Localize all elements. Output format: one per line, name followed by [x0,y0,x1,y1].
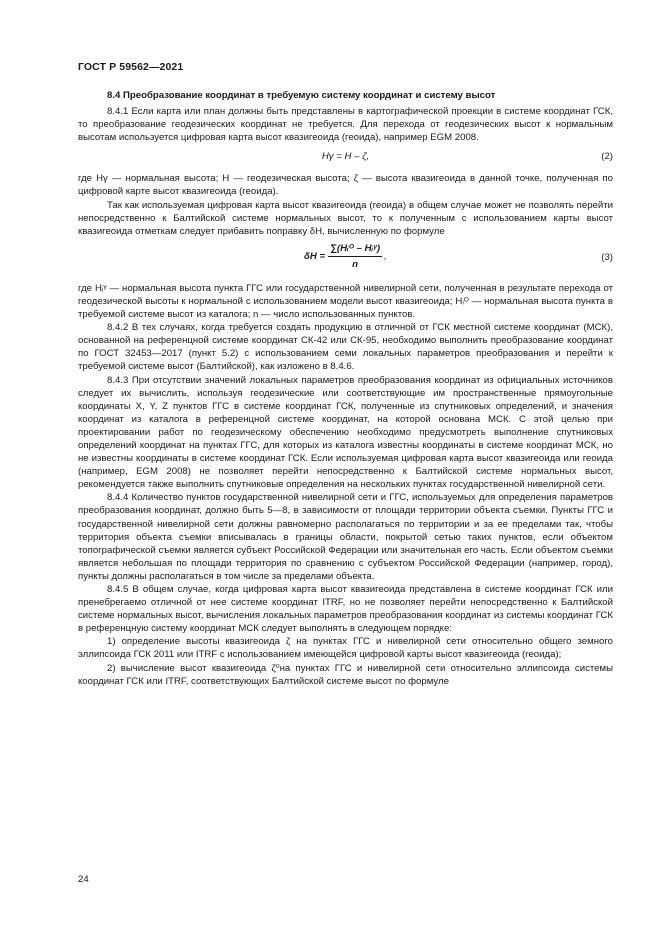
paragraph-8-4-3: 8.4.3 При отсутствии значений локальных параметров преобразования координат из официальных источников следует их вычислить, используя геодезические или соответствующие им пространственные прямоугольные координаты X, Y, Z пунктов ГГС в системе координат ГСК, полученные из спутниковых определений, и значения координат из каталога в референцной системе координат, на которой основана МСК. С этой целью при проектировании работ по геодезическому обеспечению необходимо предусмотреть выполнение спутниковых определений координат на пунктах ГГС, для которых из каталога известны координаты в системе координат МСК, но не известны координаты в системе координат ГСК. Если используемая цифровая карта высот квазигеоида или геоида (например, EGM 2008) не позволяет перейти непосредственно к Балтийской системе нормальных высот, рекомендуется также выполнить спутниковые определения на нескольких пунктах государственной нивелирной сети. [78,374,613,491]
list-item-1: 1) определение высоты квазигеоида ζ на пунктах ГГС и нивелирной сети относительно общего земного эллипсоида ГСК 2011 или ITRF с использованием имеющейся цифровой карты высот квазигеоида (геоида); [78,636,613,661]
formula-3-numerator: ∑(Hᵢᴼ – Hᵢᵞ) [328,242,382,257]
document-code-header: ГОСТ Р 59562—2021 [78,61,184,73]
formula-3 [78,242,613,276]
formula-3-lhs: δH = [304,250,326,262]
formula-3-number: (3) [601,251,613,263]
document-body [78,89,613,688]
page-number: 24 [78,874,89,885]
formula-2-number: (2) [601,151,613,163]
formula-2-explanation: где Hγ — нормальная высота; H — геодезическая высота; ζ — высота квазигеоида в данной точке, полученная по цифровой карте высот квазигеоида (геоида). [78,173,613,198]
paragraph-8-4-1: 8.4.1 Если карта или план должны быть представлены в картографической проекции в системе координат ГСК, то преобразование геодезических координат не требуется. Для перехода от геодезических высот к нормальным высотам используется цифровая карта высот квазигеоида (геоида), например EGM 2008. [78,106,613,144]
formula-2-expression: Hγ = H – ζ, [321,151,370,163]
formula-3-denominator: n [352,258,358,270]
formula-3-explanation: где Hᵢᵞ — нормальная высота пункта ГГС или государственной нивелирной сети, полученная в результате перехода от геодезической высоты к нормальной с использованием модели высот квазигеоида; Hᵢᴼ — нормальная высота пункта в требуемой системе высот из каталога; n — число использованных пунктов. [78,282,613,321]
formula-3-expression [304,242,387,271]
list-item-2: 2) вычисление высот квазигеоида ζ⁰на пунктах ГГС и нивелирной сети относительно эллипсоида системы координат ГСК или ITRF, соответствующих Балтийской системе высот по формуле [78,662,613,687]
paragraph-8-4-5: 8.4.5 В общем случае, когда цифровая карта высот квазигеоида представлена в системе координат ГСК или пренебрегаемо отличной от нее системе координат ITRF, но не позволяет перейти непосредственно к Балтийской системе нормальных высот, вычисления локальных параметров преобразования координат из системы координат ГСК в референцную систему координат МСК следует выполнять в следующем порядке: [78,584,613,635]
paragraph-baltic-correction: Так как используемая цифровая карта высот квазигеоида (геоида) в общем случае может не позволять перейти непосредственно к Балтийской системе нормальных высот, то к полученным с использованием карты высот квазигеоида отметкам следует прибавить поправку δH, вычисленную по формуле [78,199,613,237]
formula-2 [78,150,613,167]
section-title: 8.4 Преобразование координат в требуемую систему координат и систему высот [107,90,496,101]
formula-3-comma: , [384,250,387,262]
paragraph-8-4-2: 8.4.2 В тех случаях, когда требуется создать продукцию в отличной от ГСК местной системе координат (МСК), основанной на референцной системе координат СК-42 или СК-95, необходимо выполнить преобразование координат по ГОСТ 32453—2017 (пункт 5.2) с использованием семи локальных параметров преобразования и перейти к требуемой системе высот (Балтийской), как изложено в 8.4.6. [78,322,613,373]
formula-3-fraction [328,242,382,271]
paragraph-8-4-4: 8.4.4 Количество пунктов государственной нивелирной сети и ГГС, используемых для определения параметров преобразования координат, должно быть 5—8, в зависимости от площади территории объекта съемки. Пункты ГГС и государственной нивелирной сети должны равномерно располагаться по территории и за ее пределами так, чтобы территория объекта съемки вписывалась в границы области, покрытой сетью таких пунктов, если объектом топографической съемки является субъект Российской Федерации или значительная его часть. Если объектом съемки является небольшая по площади территория по сравнению с субъектом Российской Федерации (например, город), пункты должны располагаться в том числе за пределами объекта. [78,492,613,582]
